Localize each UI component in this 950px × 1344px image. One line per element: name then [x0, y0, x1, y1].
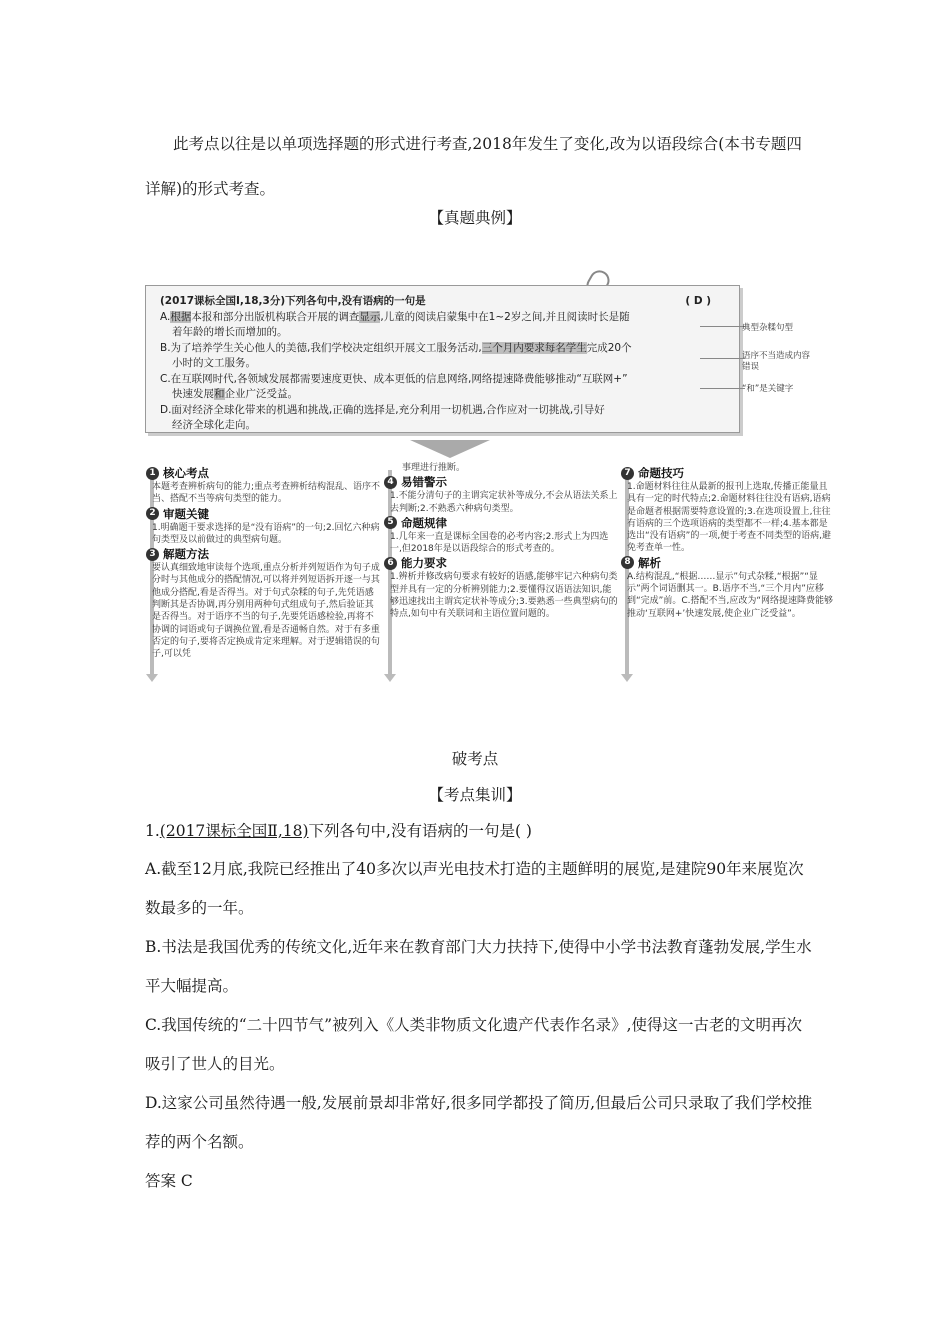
intro-paragraph: 此考点以往是以单项选择题的形式进行考查,2018年发生了变化,改为以语段综合(本书专题四详解)的形式考查。: [145, 135, 802, 198]
practice-option-b: B.书法是我国优秀的传统文化,近年来在教育部门大力扶持下,使得中小学书法教育蓬勃发展,学生水平大幅提高。: [145, 938, 812, 995]
option-d-continued: 经济全球化走向。: [172, 419, 256, 431]
section-core-title: 1 核心考点: [146, 465, 382, 481]
section-method-text: 要认真细致地审读每个选项,重点分析并列短语作为句子成分时与其他成分的搭配情况,可以将并列短语拆开逐一与其他成分搭配,看是否得当。对于句式杂糅的句子,先凭语感判断其是否协调,再分别用两种句式组成句子,然后验证其是否得当。对于语序不当的句子,先要凭语感检验,再将不协调的词语或句子调换位置,看是否通畅自然。对于有多重否定的句子,要将否定换成肯定来理解。对于逻辑错误的句子,可以凭: [152, 563, 380, 660]
option-c-highlight: 和: [214, 388, 225, 400]
analysis-column-1: [146, 465, 382, 661]
section-key-title: 2 审题关键: [146, 506, 382, 522]
option-a-rest: ,儿童的阅读启蒙集中在1~2岁之间,并且阅读时长是随: [380, 310, 630, 323]
example-question-head: (2017课标全国Ⅰ,18,3分)下列各句中,没有语病的一句是: [160, 295, 426, 307]
section-title-training: 【考点集训】: [428, 786, 522, 804]
practice-option-c: C.我国传统的“二十四节气”被列入《人类非物质文化遗产代表作名录》,使得这一古老的文明再次吸引了世人的目光。: [145, 1016, 803, 1073]
option-b-rest: 完成20个: [586, 341, 632, 354]
section-core-text: 本题考查辨析病句的能力;重点考查辨析结构混乱、语序不当、搭配不当等病句类型的能力。: [152, 482, 381, 505]
option-b-text: B.为了培养学生关心他人的美德,我们学校决定组织开展文工服务活动,: [160, 341, 482, 354]
section-skill-title: 7 命题技巧: [621, 465, 835, 481]
note-connector-3: [700, 388, 745, 389]
section-rule-title: 5 命题规律: [384, 515, 620, 531]
analysis-column-3: [621, 465, 835, 620]
example-answer: ( D ): [685, 295, 711, 307]
section-ability-title: 6 能力要求: [384, 555, 620, 571]
note-connector-2: [700, 358, 745, 359]
option-d-text: D.面对经济全球化带来的机遇和挑战,正确的选择是,充分利用一切机遇,合作应对一切挑战,引导好: [160, 403, 605, 416]
side-note-3: “和”是关键字: [742, 384, 794, 394]
section-warning-text: 1.不能分清句子的主谓宾定状补等成分,不会从语法关系上去判断;2.不熟悉六种病句类型。: [390, 491, 618, 514]
example-option-a: [160, 310, 725, 341]
practice-option-d: D.这家公司虽然待遇一般,发展前景却非常好,很多同学都投了简历,但最后公司只录取了我们学校推荐的两个名额。: [145, 1094, 813, 1151]
section-analysis-text: A.结构混乱,“根据……显示”句式杂糅,“根据”“显示”两个词语删其一。B.语序不当,“三个月内”应移到“完成”前。C.搭配不当,应改为“网络提速降费能够推动‘互联网+’快速发展,使企业广泛受益”。: [627, 571, 833, 619]
question-source: (2017课标全国Ⅱ,18): [159, 822, 309, 840]
number-badge-1: 1: [146, 467, 159, 480]
example-option-c: [160, 372, 725, 403]
section-skill-text: 1.命题材料往往从最新的报刊上选取,传播正能量且具有一定的时代特点;2.命题材料往往没有语病,语病是命题者根据需要特意设置的;3.在选项设置上,往往有语病的三个选项语病的类型都不一样;4.基本都是选出“没有语病”的一项,便于考查不同类型的语病,避免考查单一性。: [627, 482, 832, 554]
analysis-column-2: [384, 462, 620, 621]
question-stem: 下列各句中,没有语病的一句是( ): [308, 822, 532, 840]
section-rule-text: 1.几年来一直是课标全国卷的必考内容;2.形式上为四选一,但2018年是以语段综合的形式考查的。: [390, 531, 609, 555]
number-badge-3: 3: [146, 548, 159, 561]
number-badge-2: 2: [146, 507, 159, 520]
example-option-b: [160, 341, 725, 372]
option-b-highlight: 三个月内要求每名学生: [481, 341, 587, 354]
side-note-2: 语序不当造成内容错误: [742, 351, 811, 372]
section-title-break: 破考点: [451, 750, 499, 768]
section-ability-text: 1.辨析并修改病句要求有较好的语感,能够牢记六种病句类型并具有一定的分析辨别能力;2.要懂得汉语语法知识,能够迅速找出主谓宾定状补等成分;3.要熟悉一些典型病句的特点,如句中有关联词和主语位置问题的。: [390, 572, 618, 620]
down-arrow-icon: [410, 440, 490, 458]
option-c-cont-pre: 快速发展: [172, 388, 214, 400]
option-c-cont-post: 企业广泛受益。: [224, 388, 298, 400]
number-badge-7: 7: [621, 467, 634, 480]
practice-question: [145, 812, 815, 851]
number-badge-8: 8: [621, 556, 634, 569]
section-key-text: 1.明确题干要求选择的是“没有语病”的一句;2.回忆六种病句类型及以前做过的典型病句题。: [152, 522, 380, 545]
number-badge-4: 4: [384, 476, 397, 489]
side-note-1: 典型杂糅句型: [742, 323, 794, 333]
option-c-text: C.在互联网时代,各领域发展都需要速度更快、成本更低的信息网络,网络提速降费能够推动“互联网+”: [160, 372, 628, 385]
option-a-label: A.: [160, 310, 171, 323]
example-option-d: [160, 403, 725, 434]
section-method-title: 3 解题方法: [146, 546, 382, 562]
question-number: 1.: [145, 822, 160, 840]
option-a-highlight-1: 根据: [170, 310, 192, 323]
practice-option-a: A.截至12月底,我院已经推出了40多次以声光电技术打造的主题鲜明的展览,是建院90年来展览次数最多的一年。: [145, 860, 804, 917]
option-b-continued: 小时的文工服务。: [172, 357, 256, 369]
option-a-highlight-2: 显示: [359, 310, 381, 323]
option-a-mid: 本报和部分出版机构联合开展的调查: [191, 310, 360, 323]
note-connector-1: [700, 326, 745, 327]
section-method-continued: 事理进行推断。: [402, 463, 466, 473]
option-a-continued: 着年龄的增长而增加的。: [172, 326, 288, 338]
number-badge-6: 6: [384, 557, 397, 570]
practice-answer: 答案 C: [145, 1172, 193, 1190]
example-question-card: [145, 285, 740, 433]
number-badge-5: 5: [384, 516, 397, 529]
section-warning-title: 4 易错警示: [384, 474, 620, 490]
section-title-example: 【真题典例】: [428, 209, 522, 227]
section-analysis-title: 8 解析: [621, 555, 835, 571]
